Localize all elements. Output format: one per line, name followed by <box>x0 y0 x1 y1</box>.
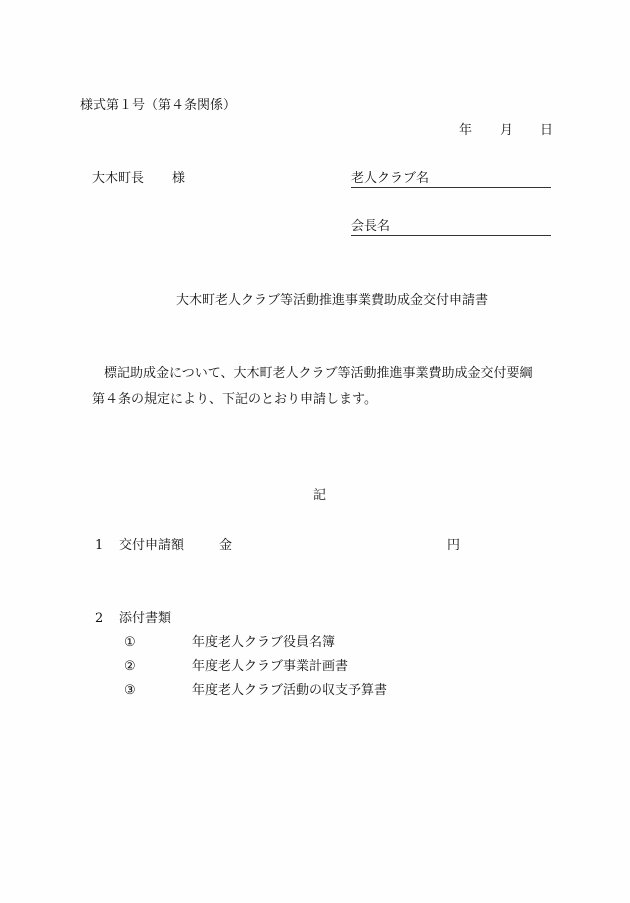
doc1-text: 年度老人クラブ役員名簿 <box>192 635 336 650</box>
item1-prefix: 金 <box>219 538 233 553</box>
body-line-2: 第４条の規定により、下記のとおり申請します。 <box>92 392 377 407</box>
item2-number: 2 <box>95 611 104 626</box>
date-day-label: 日 <box>540 123 554 138</box>
date-month-label: 月 <box>500 123 514 138</box>
document-title: 大木町老人クラブ等活動推進事業費助成金交付申請書 <box>176 293 489 308</box>
form-number: 様式第１号（第４条関係） <box>80 98 237 113</box>
doc2-text: 年度老人クラブ事業計画書 <box>192 659 349 674</box>
club-name-field[interactable] <box>351 171 551 188</box>
club-name-label: 老人クラブ名 <box>351 171 430 186</box>
body-line-1: 標記助成金について、大木町老人クラブ等活動推進事業費助成金交付要綱 <box>104 366 533 381</box>
doc2-mark: ② <box>124 659 136 674</box>
item2-label: 添付書類 <box>119 611 172 626</box>
doc3-text: 年度老人クラブ活動の収支予算書 <box>192 683 388 698</box>
date-year-label: 年 <box>459 123 473 138</box>
president-name-label: 会長名 <box>351 219 391 234</box>
doc1-mark: ① <box>124 635 136 650</box>
item1-label: 交付申請額 <box>119 538 185 553</box>
ki-heading: 記 <box>313 488 327 503</box>
doc3-mark: ③ <box>124 683 136 698</box>
president-name-field[interactable] <box>351 219 551 236</box>
addressee-honorific: 様 <box>172 171 186 186</box>
item1-number: 1 <box>95 538 104 553</box>
item1-unit: 円 <box>447 538 461 553</box>
addressee-name: 大木町長 <box>92 171 145 186</box>
